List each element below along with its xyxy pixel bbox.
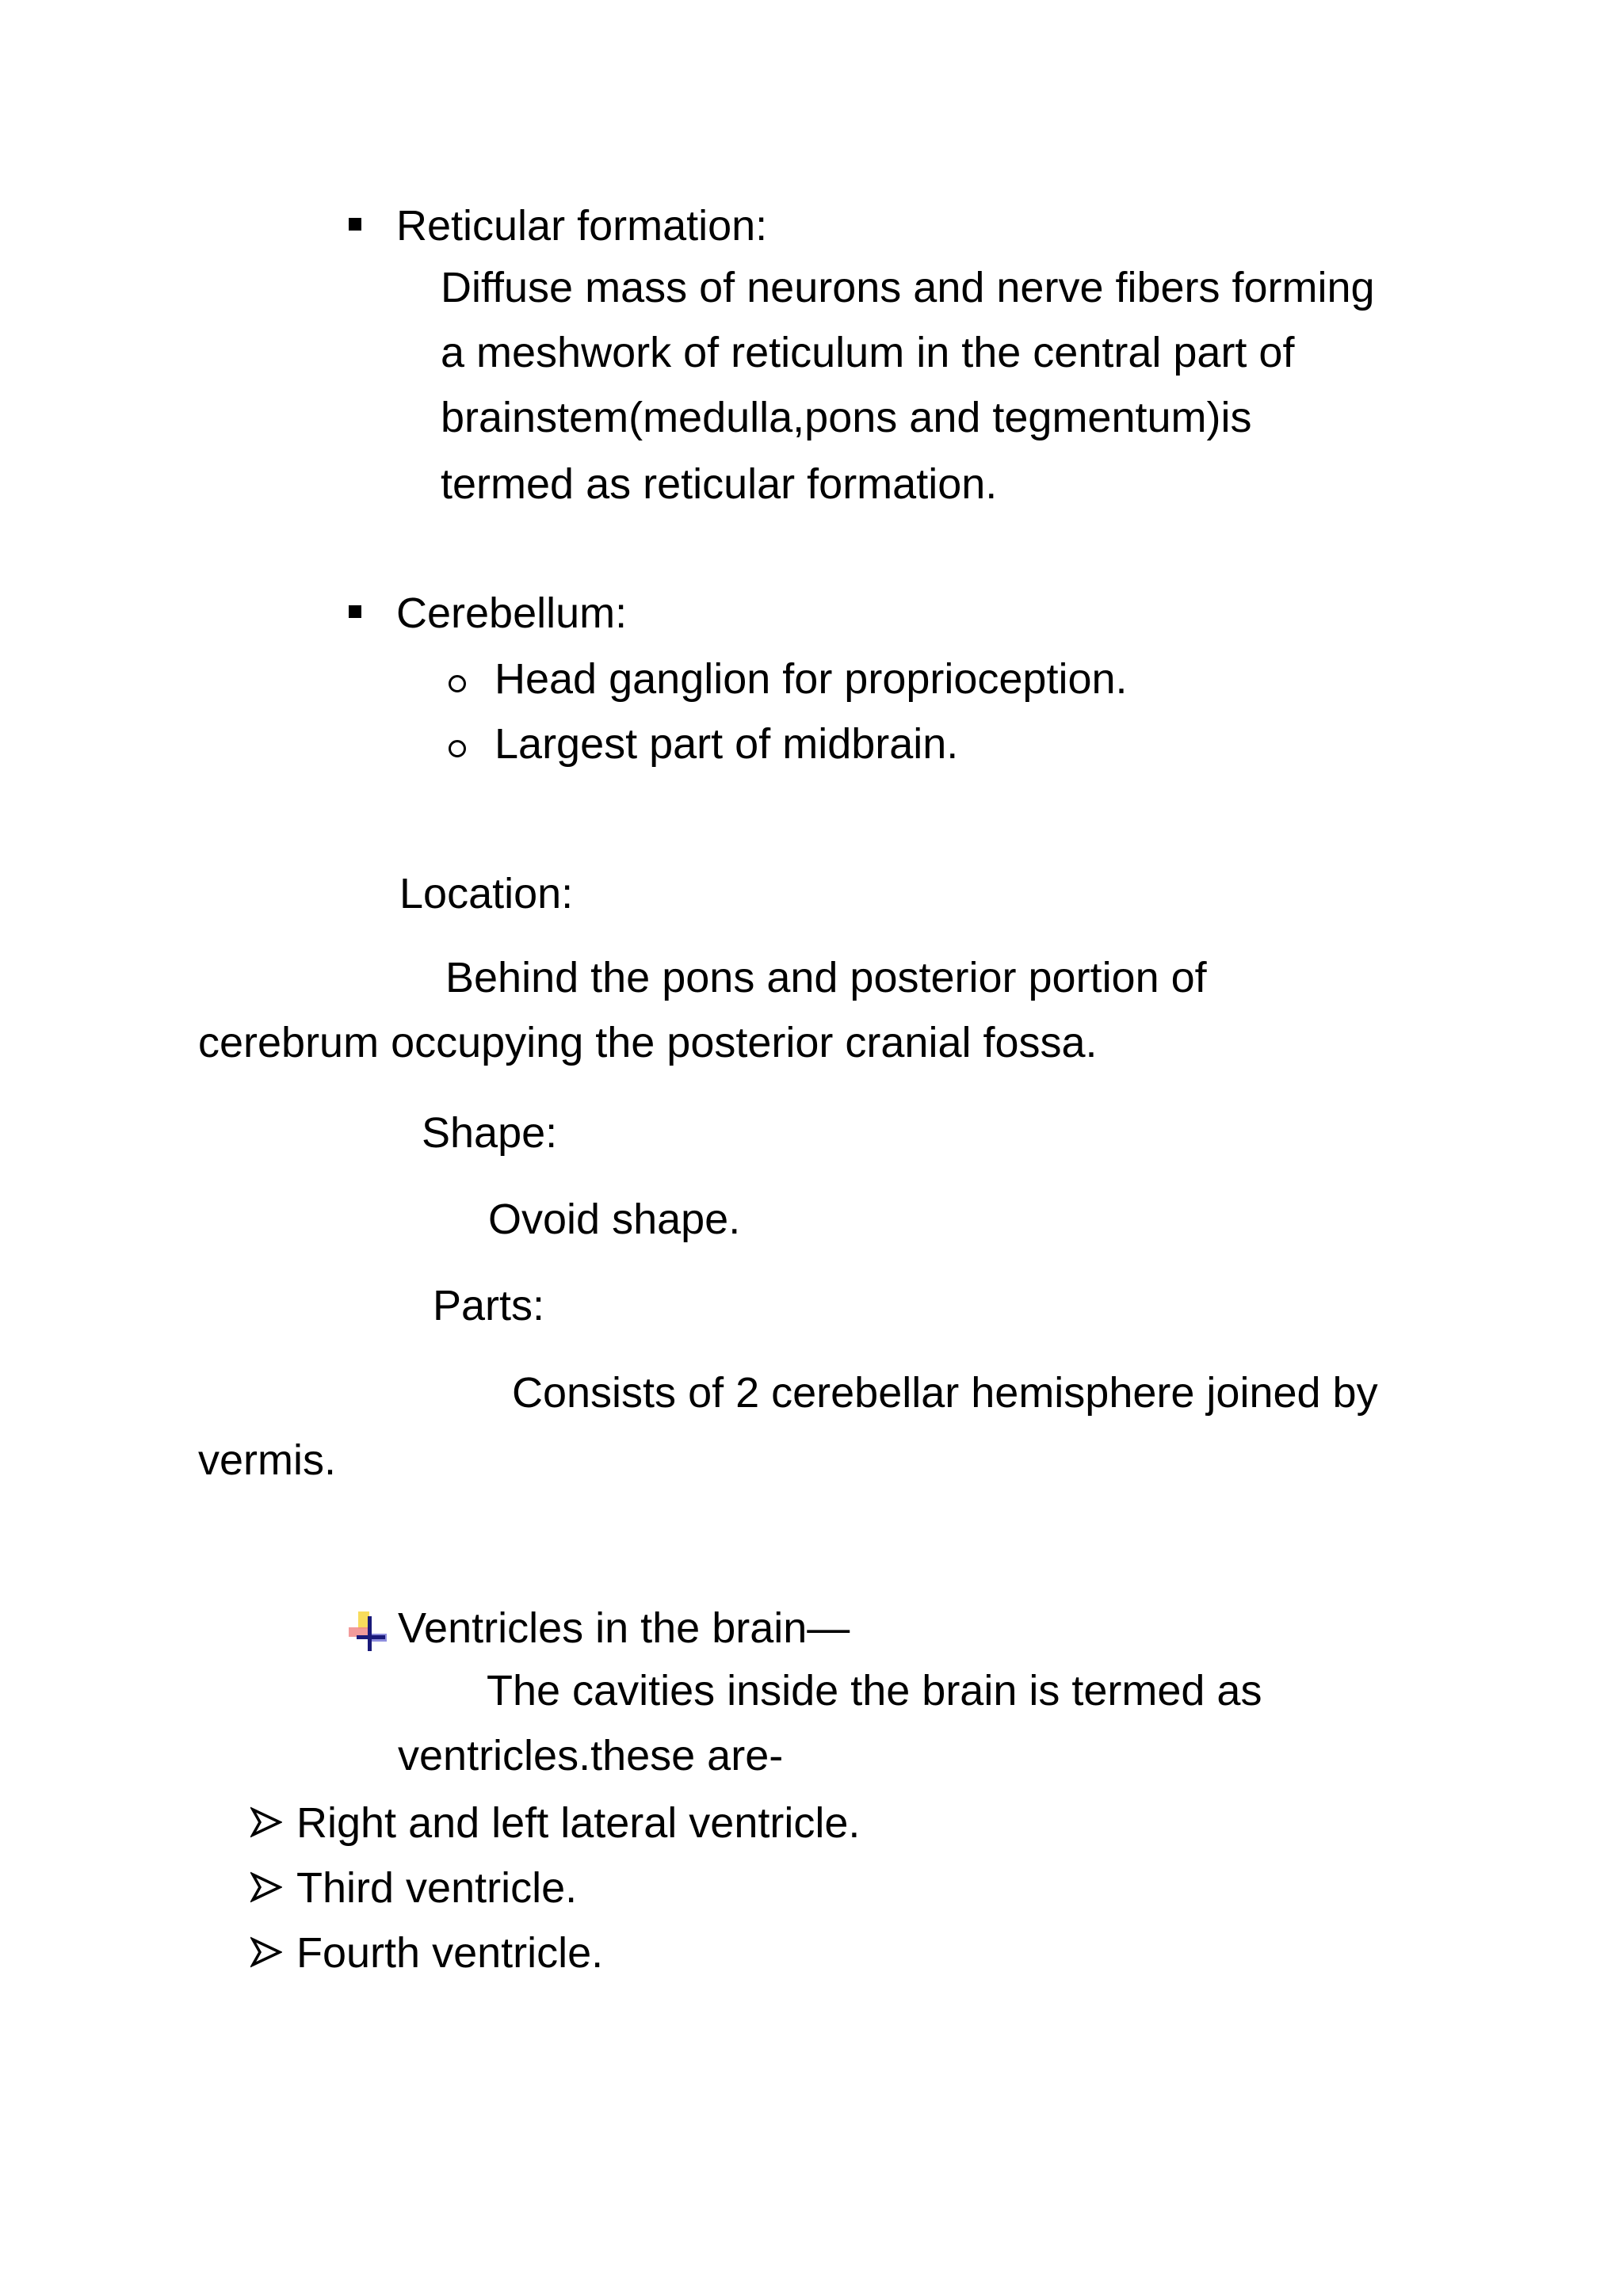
parts-line-1: Consists of 2 cerebellar hemisphere joined by (512, 1369, 1378, 1417)
ventricles-heading: Ventricles in the brain— (398, 1604, 850, 1652)
cerebellum-heading: Cerebellum: (396, 589, 628, 637)
ventricle-item-3: Fourth ventricle. (296, 1929, 604, 1977)
circle-bullet-icon (449, 675, 466, 692)
location-line-1: Behind the pons and posterior portion of (445, 954, 1207, 1001)
arrow-bullet-icon (250, 1936, 282, 1968)
cerebellum-bullet-2: Largest part of midbrain. (495, 720, 959, 768)
shape-text: Ovoid shape. (488, 1196, 741, 1243)
shape-label: Shape: (422, 1109, 558, 1157)
square-bullet-icon (349, 605, 361, 618)
location-line-2: cerebrum occupying the posterior cranial fossa. (198, 1019, 1098, 1066)
reticular-line-1: Diffuse mass of neurons and nerve fibers forming (441, 264, 1375, 311)
parts-line-2: vermis. (198, 1436, 336, 1484)
ventricle-item-1: Right and left lateral ventricle. (296, 1799, 861, 1847)
arrow-bullet-icon (250, 1871, 282, 1903)
ventricles-line-1: The cavities inside the brain is termed as (487, 1667, 1262, 1714)
circle-bullet-icon (449, 740, 466, 757)
reticular-line-4: termed as reticular formation. (441, 460, 998, 508)
cerebellum-bullet-1: Head ganglion for proprioception. (495, 655, 1128, 703)
reticular-heading: Reticular formation: (396, 202, 768, 250)
reticular-line-2: a meshwork of reticulum in the central part of (441, 329, 1295, 376)
arrow-bullet-icon (250, 1806, 282, 1838)
reticular-line-3: brainstem(medulla,pons and tegmentum)is (441, 394, 1252, 441)
ventricles-line-2: ventricles.these are- (398, 1732, 784, 1779)
ventricle-item-2: Third ventricle. (296, 1864, 578, 1912)
location-label: Location: (399, 870, 574, 917)
parts-label: Parts: (433, 1282, 545, 1329)
colored-cross-flag-icon (347, 1610, 391, 1654)
square-bullet-icon (349, 218, 361, 231)
